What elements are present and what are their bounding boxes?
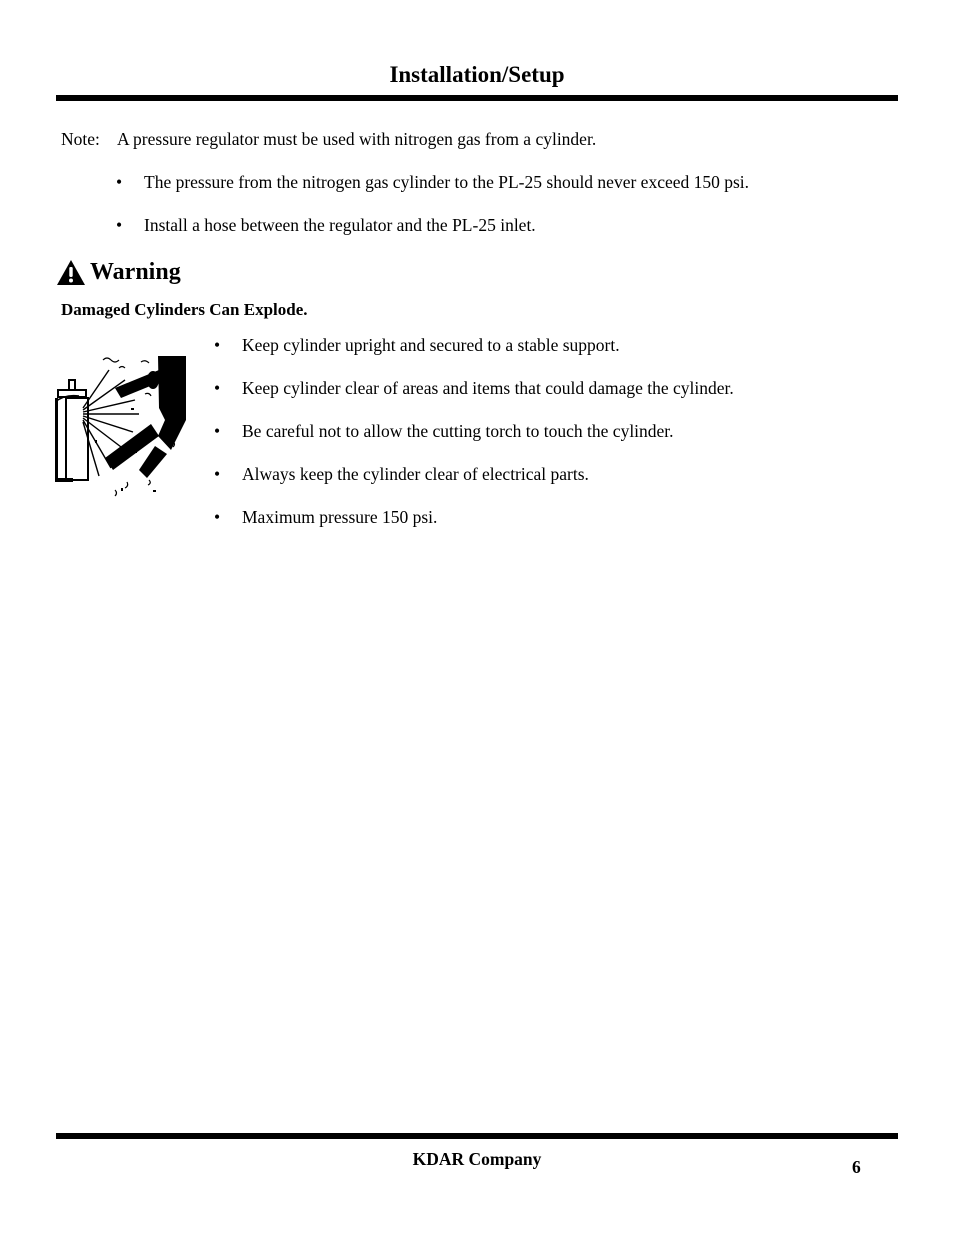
- bullet-icon: •: [214, 335, 221, 355]
- bullet-icon: •: [214, 507, 221, 527]
- warning-bullet-text: Keep cylinder upright and secured to a stable support.: [242, 335, 620, 355]
- page-title: Installation/Setup: [389, 62, 565, 87]
- warning-subtitle: Damaged Cylinders Can Explode.: [61, 300, 308, 319]
- bullet-icon: •: [116, 172, 123, 192]
- warning-title: Warning: [90, 259, 181, 285]
- bullet-icon: •: [214, 464, 221, 484]
- warning-bullet-text: Be careful not to allow the cutting torch to touch the cylinder.: [242, 421, 674, 441]
- note: [61, 128, 596, 150]
- warning-bullet-text: Keep cylinder clear of areas and items that could damage the cylinder.: [242, 378, 734, 398]
- warning-triangle-icon: [56, 259, 86, 286]
- footer-company: KDAR Company: [412, 1149, 542, 1169]
- bullet-icon: •: [116, 215, 123, 235]
- header-rule: [56, 95, 898, 101]
- warning-heading: [56, 257, 181, 287]
- warning-bullet-text: Always keep the cylinder clear of electrical parts.: [242, 464, 589, 484]
- exploding-cylinder-illustration: [55, 350, 189, 502]
- footer-rule: [56, 1133, 898, 1139]
- note-bullet-text: Install a hose between the regulator and the PL-25 inlet.: [144, 215, 536, 235]
- bullet-icon: •: [214, 378, 221, 398]
- note-bullet-text: The pressure from the nitrogen gas cylinder to the PL-25 should never exceed 150 psi.: [144, 172, 750, 192]
- warning-bullet-text: Maximum pressure 150 psi.: [242, 507, 438, 527]
- bullet-icon: •: [214, 421, 221, 441]
- page-number: 6: [852, 1157, 861, 1177]
- note-label: Note:: [61, 129, 100, 149]
- note-text: A pressure regulator must be used with nitrogen gas from a cylinder.: [117, 129, 597, 149]
